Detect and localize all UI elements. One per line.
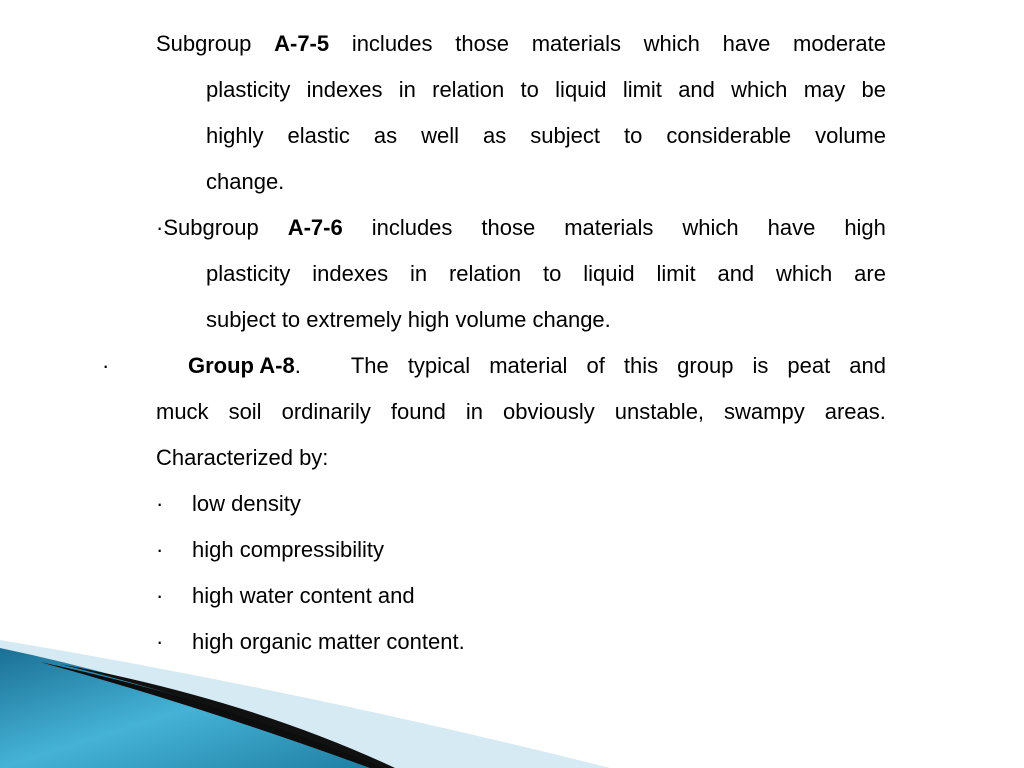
subgroup-label: Subgroup — [156, 31, 252, 56]
word: muck — [156, 399, 209, 424]
word: limit — [622, 77, 662, 102]
word: typical — [407, 353, 471, 378]
word: considerable — [666, 123, 792, 148]
group-a-8-bullet: · — [102, 353, 110, 378]
word: which — [643, 31, 700, 56]
word: group — [677, 353, 734, 378]
word: The — [350, 353, 389, 378]
subgroup-code: A-7-6 — [287, 215, 343, 240]
group-code: Group A-8 — [188, 353, 295, 378]
paragraph-a-8-line-3: Characterized by: — [156, 445, 329, 470]
word: ordinarily — [281, 399, 371, 424]
word: obviously — [503, 399, 595, 424]
word: is — [752, 353, 769, 378]
word: have — [722, 31, 771, 56]
list-item-text: low density — [192, 491, 301, 516]
word: subject — [530, 123, 600, 148]
word: peat — [787, 353, 831, 378]
word: materials — [564, 215, 654, 240]
list-item-text: high compressibility — [192, 537, 384, 562]
word: in — [398, 77, 416, 102]
bullet-dot: · — [156, 629, 164, 654]
word: plasticity — [206, 261, 291, 286]
paragraph-a-7-5-line-4: change. — [206, 169, 285, 194]
bullet-dot: · — [156, 583, 164, 608]
word: are — [854, 261, 886, 286]
word: and — [717, 261, 755, 286]
word: as — [373, 123, 398, 148]
word: well — [421, 123, 459, 148]
word: highly — [206, 123, 264, 148]
subgroup-label: ·Subgroup — [156, 215, 259, 240]
word: in — [409, 261, 428, 286]
word: includes — [371, 215, 453, 240]
word: which — [776, 261, 833, 286]
word: indexes — [306, 77, 383, 102]
word: swampy — [724, 399, 805, 424]
word: those — [481, 215, 536, 240]
word: of — [586, 353, 605, 378]
word: volume — [815, 123, 886, 148]
word: and — [678, 77, 715, 102]
list-item-text: high water content and — [192, 583, 415, 608]
word: to — [542, 261, 562, 286]
word: which — [682, 215, 739, 240]
word: moderate — [793, 31, 886, 56]
word: elastic — [287, 123, 350, 148]
bullet-dot: · — [156, 491, 164, 516]
word: includes — [351, 31, 433, 56]
word: be — [861, 77, 886, 102]
word: indexes — [312, 261, 389, 286]
word: have — [767, 215, 816, 240]
word: unstable, — [614, 399, 705, 424]
word: materials — [531, 31, 621, 56]
bullet-dot: · — [156, 537, 164, 562]
paragraph-a-7-6-line-3: subject to extremely high volume change. — [206, 307, 611, 332]
group-period: . — [294, 353, 301, 378]
word: liquid — [583, 261, 635, 286]
word: material — [489, 353, 568, 378]
word: those — [455, 31, 510, 56]
word: as — [483, 123, 507, 148]
list-item-text: high organic matter content. — [192, 629, 465, 654]
word: limit — [656, 261, 696, 286]
word: liquid — [555, 77, 607, 102]
word: relation — [432, 77, 505, 102]
word: to — [623, 123, 643, 148]
word: plasticity — [206, 77, 291, 102]
word: to — [520, 77, 539, 102]
word: soil — [228, 399, 262, 424]
word: and — [849, 353, 886, 378]
word: high — [844, 215, 886, 240]
subgroup-code: A-7-5 — [274, 31, 330, 56]
word: which — [731, 77, 788, 102]
word: in — [465, 399, 484, 424]
word: relation — [448, 261, 522, 286]
word: may — [803, 77, 846, 102]
word: areas. — [824, 399, 886, 424]
word: this — [623, 353, 659, 378]
word: found — [390, 399, 446, 424]
